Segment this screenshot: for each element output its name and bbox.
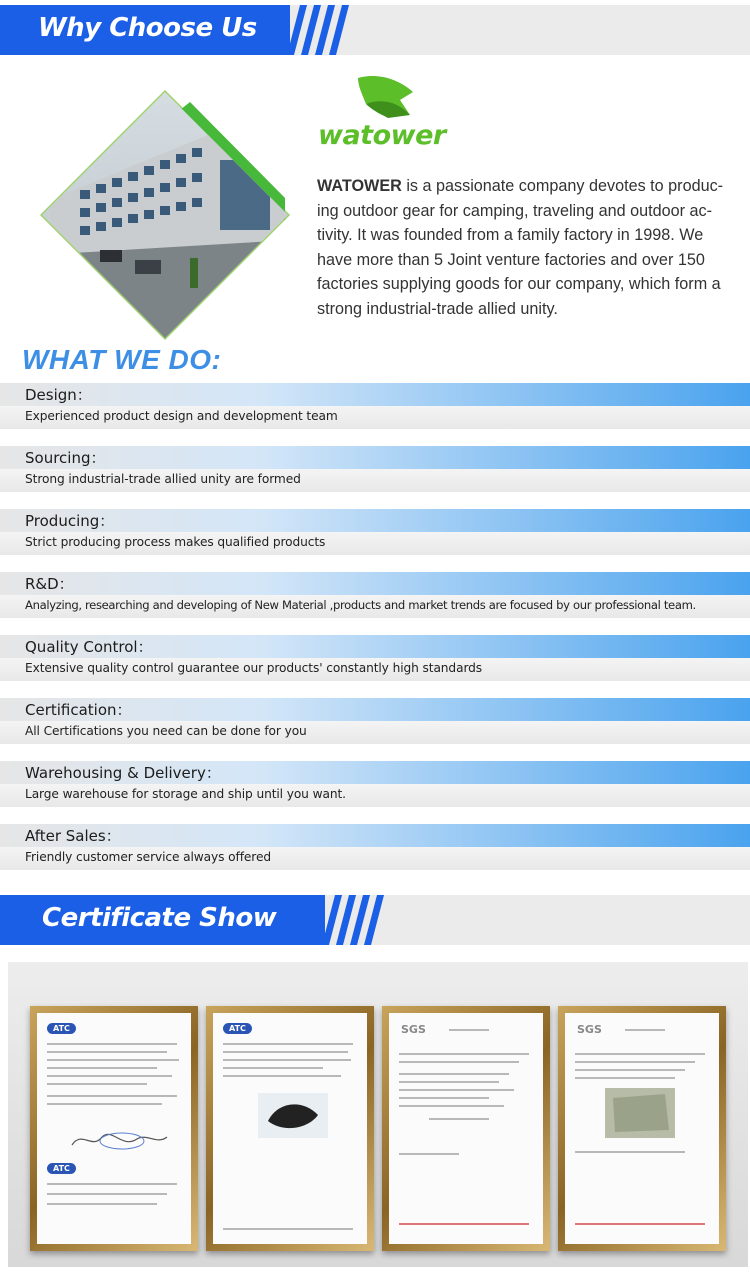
certificate-show-banner [0, 895, 750, 945]
product-photo-icon [258, 1093, 328, 1138]
service-title: R&D： [25, 575, 74, 593]
service-title: Design： [25, 386, 92, 404]
banner-stripes-icon [270, 5, 360, 55]
service-title: Quality Control： [25, 638, 153, 656]
about-line-1: WATOWER is a passionate company devotes to produc- [317, 177, 724, 195]
service-title: Sourcing： [25, 449, 106, 467]
watower-logo [318, 70, 458, 160]
certificate-gallery [8, 962, 748, 1267]
certificate-paper [565, 1013, 719, 1244]
banner-stripes-icon [305, 895, 395, 945]
service-after-sales [0, 824, 750, 870]
certificate-show-title: Certificate Show [42, 903, 277, 933]
service-title: Certification： [25, 701, 132, 719]
why-choose-us-title: Why Choose Us [38, 13, 257, 43]
atc-logo: ATC [47, 1163, 76, 1174]
about-line-5: factories supplying goods for our company, which form a [317, 275, 721, 293]
certificate-frame-3[interactable] [382, 1006, 550, 1251]
certificate-paper [389, 1013, 543, 1244]
service-producing [0, 509, 750, 555]
watower-logo-text: watower [318, 120, 446, 151]
sgs-logo: SGS [577, 1023, 602, 1036]
atc-logo: ATC [223, 1023, 252, 1034]
service-desc: Extensive quality control guarantee our products' constantly high standards [25, 661, 483, 675]
service-warehousing [0, 761, 750, 807]
signature-icon [67, 1125, 177, 1155]
why-choose-us-banner [0, 5, 750, 55]
service-desc: All Certifications you need can be done for you [25, 724, 307, 738]
service-desc: Strong industrial-trade allied unity are formed [25, 472, 301, 486]
about-line-2: ing outdoor gear for camping, traveling and outdoor ac- [317, 201, 713, 220]
certificate-frame-1[interactable] [30, 1006, 198, 1251]
factory-photo [40, 90, 290, 340]
service-desc: Experienced product design and development team [25, 409, 338, 423]
about-line-3: tivity. It was founded from a family factory in 1998. We [317, 226, 704, 244]
service-title: Warehousing & Delivery： [25, 764, 221, 782]
service-design [0, 383, 750, 429]
certificate-frame-2[interactable] [206, 1006, 374, 1251]
about-line-6: strong industrial-trade allied unity. [317, 299, 558, 318]
service-rnd [0, 572, 750, 618]
certificate-paper [37, 1013, 191, 1244]
atc-logo: ATC [47, 1023, 76, 1034]
sgs-logo: SGS [401, 1023, 426, 1036]
certificate-frame-4[interactable] [558, 1006, 726, 1251]
sample-photo-icon [605, 1088, 675, 1138]
what-we-do-title: WHAT WE DO: [22, 344, 222, 375]
service-desc: Strict producing process makes qualified products [25, 535, 326, 549]
service-desc: Friendly customer service always offered [25, 850, 271, 864]
service-desc: Large warehouse for storage and ship until you want. [25, 787, 346, 801]
service-quality-control [0, 635, 750, 681]
service-sourcing [0, 446, 750, 492]
brand-name: WATOWER [317, 177, 402, 195]
about-line-4: have more than 5 Joint venture factories and over 150 [317, 250, 705, 269]
certificate-paper [213, 1013, 367, 1244]
service-title: Producing： [25, 512, 115, 530]
service-title: After Sales： [25, 827, 121, 845]
about-paragraph [317, 174, 727, 321]
service-desc: Analyzing, researching and developing of New Material ,products and market trends are focused by our professional team. [25, 598, 696, 612]
service-certification [0, 698, 750, 744]
